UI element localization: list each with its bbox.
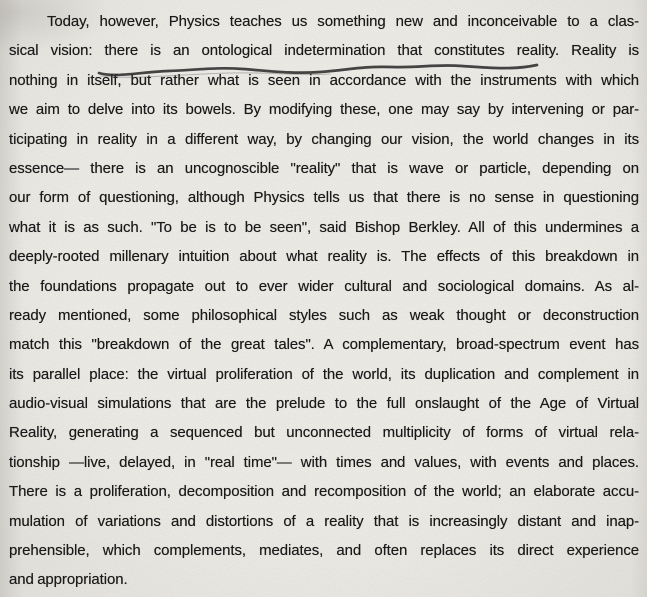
text-line: nothing in itself, but rather what is seen in accordance with the instruments with which xyxy=(9,71,639,89)
text-line: ready mentioned, some philosophical styles such as weak thought or deconstruction xyxy=(9,306,639,324)
text-line: Today, however, Physics teaches us something new and inconceivable to a clas- xyxy=(47,13,639,30)
text-line: mulation of variations and distortions of a reality that is increasingly distant and inap- xyxy=(9,512,639,530)
text-line: tionship —live, delayed, in "real time"— with times and values, with events and places. xyxy=(9,453,639,471)
text-line: audio-visual simulations that are the prelude to the full onslaught of the Age of Virtual xyxy=(9,395,639,413)
text-line: its parallel place: the virtual proliferation of the world, its duplication and complement in xyxy=(9,365,639,383)
text-line: There is a proliferation, decomposition and recomposition of the world; an elaborate accu- xyxy=(9,483,639,501)
text-line: Reality, generating a sequenced but unconnected multiplicity of forms of virtual rela- xyxy=(9,424,639,442)
text-line: and appropriation. xyxy=(9,571,128,589)
text-line: ticipating in reality in a different way, by changing our vision, the world changes in its xyxy=(9,130,639,148)
text-line: essence— there is an uncognoscible "reality" that is wave or particle, depending on xyxy=(9,159,639,177)
text-line: match this "breakdown of the great tales". A complementary, broad-spectrum event has xyxy=(9,336,639,354)
text-line: deeply-rooted millenary intuition about what reality is. The effects of this breakdown in xyxy=(9,248,639,266)
text-line: sical vision: there is an ontological indetermination that constitutes reality. Reality is xyxy=(9,42,639,60)
text-line: what it is as such. "To be is to be seen", said Bishop Berkley. All of this undermines a xyxy=(9,218,639,236)
paragraph xyxy=(9,7,639,595)
text-line: we aim to delve into its bowels. By modifying these, one may say by intervening or par- xyxy=(9,101,639,119)
text-line: our form of questioning, although Physics tells us that there is no sense in questioning xyxy=(9,189,639,207)
text-line: the foundations propagate out to ever wider cultural and sociological domains. As al- xyxy=(9,277,639,295)
text-line: prehensible, which complements, mediates, and often replaces its direct experience xyxy=(9,542,639,560)
